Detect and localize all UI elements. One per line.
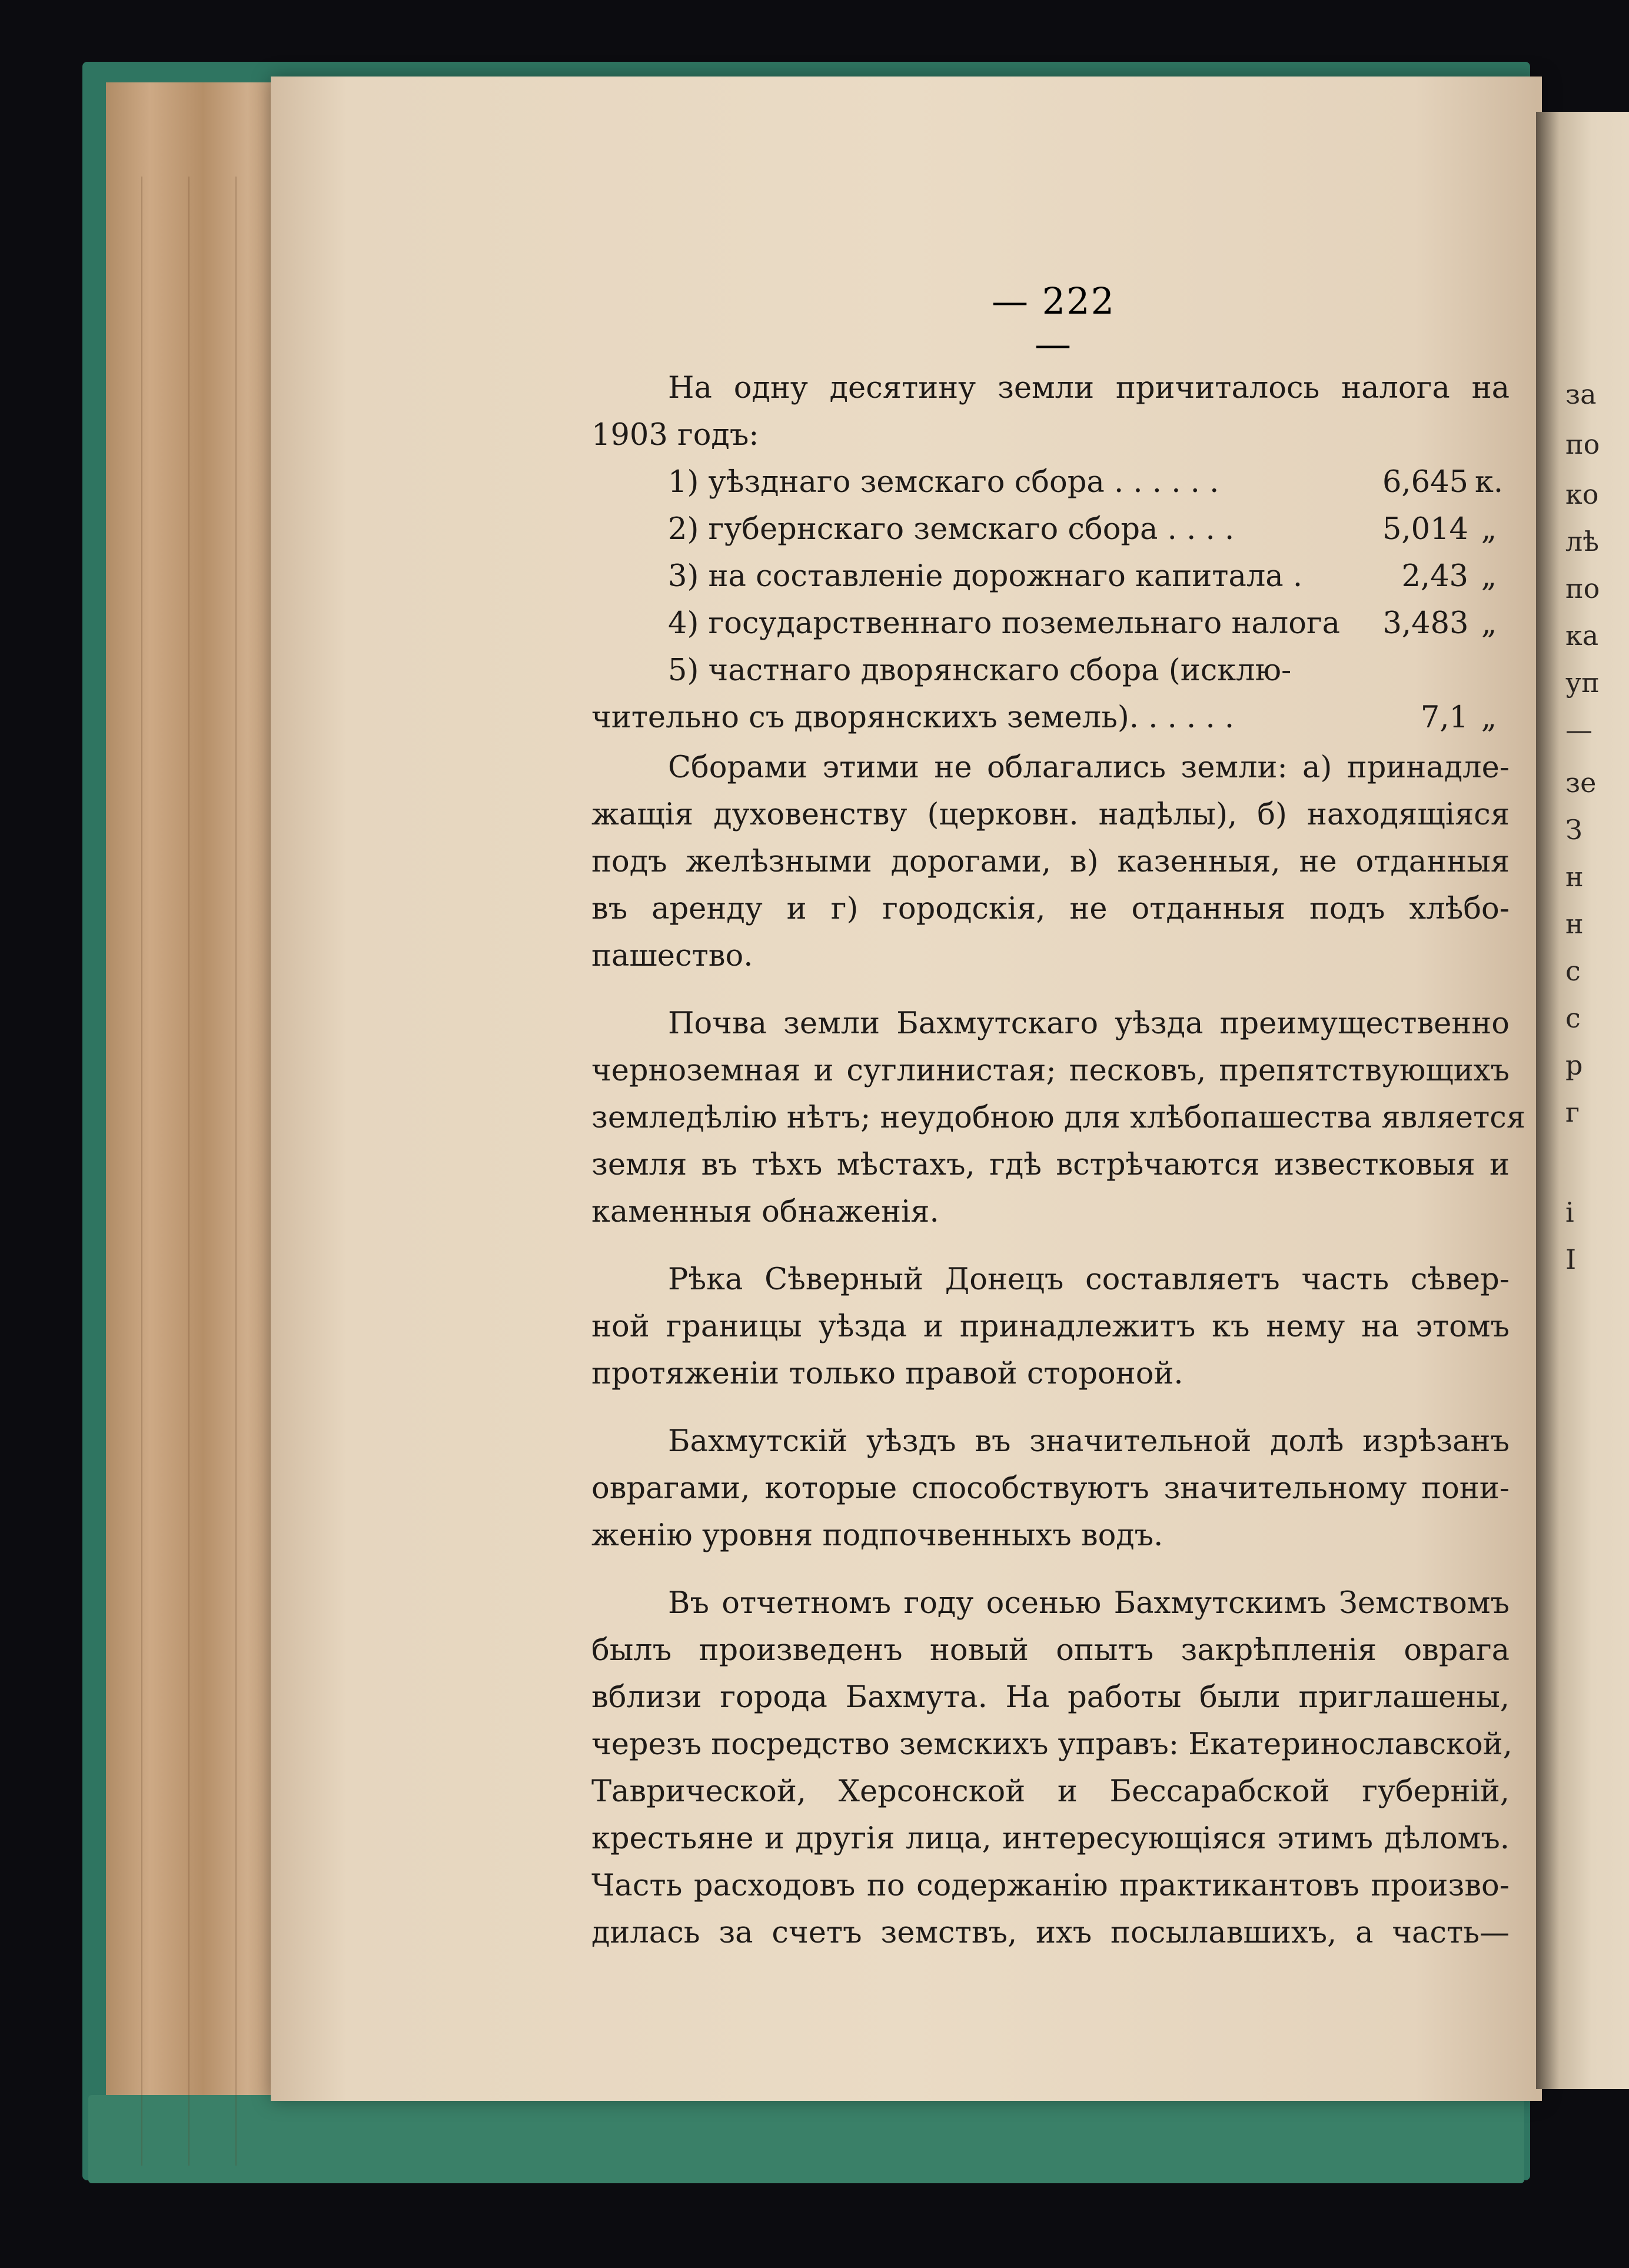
tax-item-unit: „ bbox=[1481, 700, 1497, 735]
tax-item-label: 2) губернскаго земскаго сбора . . . . bbox=[668, 512, 1235, 547]
text-line: Почва земли Бахмутскаго уѣзда преимущественно bbox=[668, 1006, 1510, 1041]
right-page-fragment: по bbox=[1565, 573, 1600, 604]
tax-item-label: 1) уѣзднаго земскаго сбора . . . . . . bbox=[668, 465, 1219, 500]
right-page-fragment: ка bbox=[1565, 620, 1599, 651]
page-edge-line bbox=[188, 177, 190, 2166]
text-line: земледѣлію нѣтъ; неудобною для хлѣбопашества является bbox=[591, 1100, 1526, 1135]
tax-item-label: чительно съ дворянскихъ земель). . . . . . bbox=[591, 700, 1235, 735]
page-stack-edge bbox=[106, 82, 282, 2095]
right-page-fragment: і bbox=[1565, 1196, 1574, 1228]
page-edge-line bbox=[141, 177, 142, 2166]
right-page-fragment: н bbox=[1565, 908, 1584, 940]
text-line: оврагами, которые способствуютъ значительному пони- bbox=[591, 1471, 1510, 1506]
tax-item-unit: „ bbox=[1481, 559, 1497, 594]
tax-item bbox=[591, 600, 1510, 647]
right-page-fragment: с bbox=[1565, 1002, 1581, 1034]
tax-item-label: 3) на составленіе дорожнаго капитала . bbox=[668, 559, 1303, 594]
text-line: Въ отчетномъ году осенью Бахмутскимъ Земствомъ bbox=[668, 1586, 1510, 1621]
tax-item-value: 6,645 bbox=[1382, 465, 1468, 500]
right-page-fragment: уп bbox=[1565, 667, 1600, 699]
right-page-fragment: г bbox=[1565, 1096, 1580, 1128]
tax-item-unit bbox=[1468, 647, 1510, 694]
tax-item-value bbox=[1339, 647, 1468, 694]
text-line: каменныя обнаженія. bbox=[591, 1195, 939, 1229]
right-page-fragment: с bbox=[1565, 955, 1581, 987]
text-line: дилась за счетъ земствъ, ихъ посылавшихъ, а часть— bbox=[591, 1916, 1510, 1950]
right-page-fragment: р bbox=[1565, 1049, 1583, 1081]
right-page-fragment: I bbox=[1565, 1243, 1577, 1275]
text-line: протяженіи только правой стороной. bbox=[591, 1356, 1183, 1391]
text-line: Таврической, Херсонской и Бессарабской губерній, bbox=[591, 1774, 1510, 1809]
tax-item bbox=[591, 553, 1510, 600]
text-line: былъ произведенъ новый опытъ закрѣпленія оврага bbox=[591, 1633, 1510, 1668]
page-number: — 222 — bbox=[991, 280, 1116, 365]
tax-item-label: 4) государственнаго поземельнаго налога bbox=[668, 606, 1341, 641]
text-line: Рѣка Сѣверный Донецъ составляетъ часть сѣвер- bbox=[668, 1262, 1510, 1297]
tax-item bbox=[591, 506, 1510, 553]
text-line: вблизи города Бахмута. На работы были приглашены, bbox=[591, 1680, 1510, 1715]
text-line: 1903 годъ: bbox=[591, 418, 759, 453]
right-page-fragment: н bbox=[1565, 861, 1584, 893]
tax-item bbox=[591, 459, 1510, 506]
book-cover-edge bbox=[88, 2095, 1524, 2183]
text-line: ной границы уѣзда и принадлежитъ къ нему на этомъ bbox=[591, 1309, 1510, 1344]
right-page-fragment: зе bbox=[1565, 767, 1597, 799]
text-line: На одну десятину земли причиталось налога на bbox=[668, 371, 1510, 405]
text-line: женію уровня подпочвенныхъ водъ. bbox=[591, 1518, 1163, 1553]
text-line: земля въ тѣхъ мѣстахъ, гдѣ встрѣчаются известковыя и bbox=[591, 1148, 1510, 1182]
tax-item-unit: „ bbox=[1481, 512, 1497, 547]
text-line: черноземная и суглинистая; песковъ, препятствующихъ bbox=[591, 1053, 1510, 1088]
right-page-fragment: З bbox=[1565, 814, 1583, 846]
tax-item-value: 3,483 bbox=[1382, 606, 1469, 641]
right-page-fragment: по bbox=[1565, 428, 1600, 460]
text-line: черезъ посредство земскихъ управъ: Екатеринославской, bbox=[591, 1727, 1512, 1762]
text-line: подъ желѣзными дорогами, в) казенныя, не отданныя bbox=[591, 844, 1510, 879]
tax-item-label: 5) частнаго дворянскаго сбора (исклю- bbox=[668, 653, 1292, 688]
text-line: жащія духовенству (церковн. надѣлы), б) находящіяся bbox=[591, 797, 1510, 832]
right-page-fragment: — bbox=[1565, 714, 1593, 746]
text-line: крестьяне и другія лица, интересующіяся этимъ дѣломъ. bbox=[591, 1821, 1510, 1856]
text-line: Часть расходовъ по содержанію практикантовъ произво- bbox=[591, 1868, 1510, 1903]
text-line: пашество. bbox=[591, 939, 753, 973]
tax-item bbox=[591, 647, 1510, 694]
page-edge-line bbox=[235, 177, 237, 2166]
right-page-fragment: лѣ bbox=[1565, 526, 1599, 557]
right-page-fragment: ко bbox=[1565, 478, 1599, 510]
right-page-fragment: за bbox=[1565, 378, 1597, 410]
text-line: въ аренду и г) городскія, не отданныя подъ хлѣбо- bbox=[591, 892, 1510, 926]
tax-item-unit: к. bbox=[1474, 465, 1504, 500]
tax-item bbox=[591, 694, 1510, 741]
text-line: Сборами этими не облагались земли: а) принадле- bbox=[668, 750, 1510, 785]
tax-item-value: 5,014 bbox=[1382, 512, 1468, 547]
tax-item-unit: „ bbox=[1481, 606, 1497, 641]
tax-item-value: 2,43 bbox=[1401, 559, 1468, 594]
tax-item-value: 7,1 bbox=[1420, 700, 1468, 735]
text-line: Бахмутскій уѣздъ въ значительной долѣ изрѣзанъ bbox=[668, 1424, 1510, 1459]
